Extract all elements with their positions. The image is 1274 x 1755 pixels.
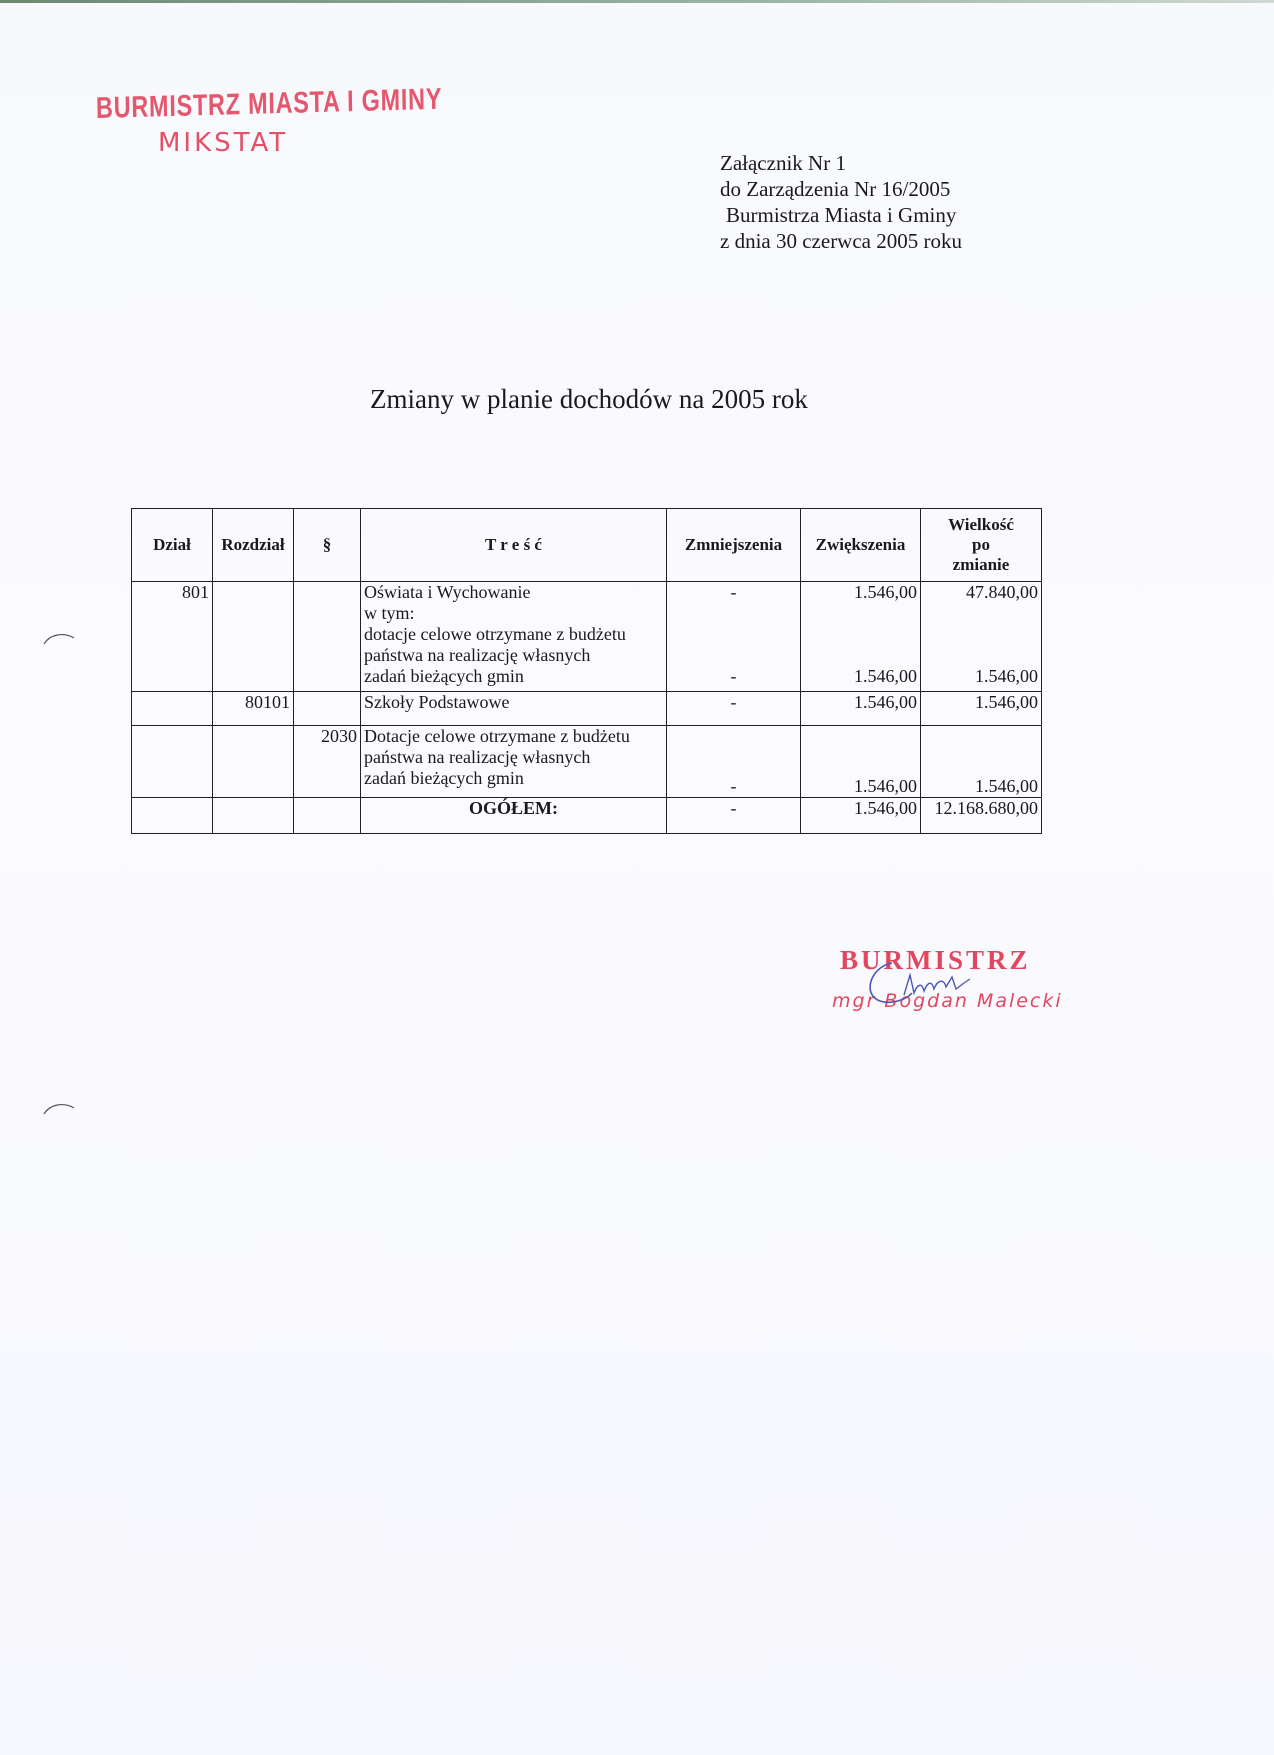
annex-line-2: do Zarządzenia Nr 16/2005	[720, 177, 951, 201]
row1-zmniejszenia	[667, 582, 801, 692]
row3-rozdzial	[213, 726, 294, 798]
header-wielkosc-line-1: Wielkość	[948, 515, 1014, 534]
table-row	[132, 692, 1042, 726]
total-paragraf	[294, 798, 361, 834]
row1-zwi-bottom: 1.546,00	[854, 666, 917, 686]
row3-tresc-line-1: Dotacje celowe otrzymane z budżetu	[364, 726, 630, 746]
table-header-row	[132, 509, 1042, 582]
row1-zwi-top: 1.546,00	[854, 582, 917, 602]
income-changes-table	[131, 508, 1042, 834]
row3-zwiekszenia: 1.546,00	[801, 726, 921, 798]
header-zmniejszenia: Zmniejszenia	[667, 509, 801, 582]
annex-header	[720, 150, 962, 254]
row2-zmniejszenia: -	[667, 692, 801, 726]
punch-hole-mark	[40, 628, 80, 648]
row1-dzial: 801	[132, 582, 213, 692]
signature-title: BURMISTRZ	[840, 945, 1031, 975]
row3-zmniejszenia: -	[667, 726, 801, 798]
table-total-row	[132, 798, 1042, 834]
row1-tresc-line-2: w tym:	[364, 603, 415, 623]
row1-paragraf	[294, 582, 361, 692]
table-row	[132, 582, 1042, 692]
table-row	[132, 726, 1042, 798]
row3-dzial	[132, 726, 213, 798]
row3-wielkosc: 1.546,00	[921, 726, 1042, 798]
annex-line-4: z dnia 30 czerwca 2005 roku	[720, 229, 962, 253]
total-rozdzial	[213, 798, 294, 834]
row1-tresc	[361, 582, 667, 692]
row2-paragraf	[294, 692, 361, 726]
row1-wielkosc	[921, 582, 1042, 692]
row3-tresc-line-2: państwa na realizację własnych	[364, 747, 591, 767]
header-zwiekszenia: Zwiększenia	[801, 509, 921, 582]
row2-rozdzial: 80101	[213, 692, 294, 726]
total-wielkosc: 12.168.680,00	[921, 798, 1042, 834]
row1-zmn-top: -	[730, 582, 737, 602]
signature-name: mgr Bogdan Malecki	[832, 990, 1063, 1012]
annex-line-3: Burmistrza Miasta i Gminy	[726, 203, 957, 227]
row2-zwiekszenia: 1.546,00	[801, 692, 921, 726]
row2-wielkosc: 1.546,00	[921, 692, 1042, 726]
header-tresc: T r e ś ć	[361, 509, 667, 582]
row2-dzial	[132, 692, 213, 726]
row1-rozdzial	[213, 582, 294, 692]
annex-line-1: Załącznik Nr 1	[720, 151, 846, 175]
header-wielkosc	[921, 509, 1042, 582]
office-stamp	[95, 82, 443, 158]
handwritten-signature	[852, 955, 1012, 1015]
punch-hole-mark	[40, 1098, 80, 1118]
row1-tresc-line-3: dotacje celowe otrzymane z budżetu	[364, 624, 626, 644]
header-wielkosc-line-3: zmianie	[952, 555, 1010, 574]
row1-tresc-line-4: państwa na realizację własnych	[364, 645, 591, 665]
row3-paragraf: 2030	[294, 726, 361, 798]
total-label: OGÓŁEM:	[361, 798, 667, 834]
stamp-office-line: BURMISTRZ MIASTA I GMINY	[95, 82, 443, 125]
row3-tresc-line-3: zadań bieżących gmin	[364, 768, 524, 788]
scan-top-edge	[0, 0, 1274, 3]
total-dzial	[132, 798, 213, 834]
row3-tresc	[361, 726, 667, 798]
row1-zwiekszenia	[801, 582, 921, 692]
header-rozdzial: Rozdział	[213, 509, 294, 582]
row2-tresc: Szkoły Podstawowe	[361, 692, 667, 726]
total-zwiekszenia: 1.546,00	[801, 798, 921, 834]
header-dzial: Dział	[132, 509, 213, 582]
document-title: Zmiany w planie dochodów na 2005 rok	[370, 384, 808, 414]
stamp-town-line: MIKSTAT	[158, 128, 289, 158]
row1-wie-top: 47.840,00	[966, 582, 1038, 602]
row1-wie-bottom: 1.546,00	[975, 666, 1038, 686]
row1-zmn-bottom: -	[730, 666, 737, 686]
header-paragraf: §	[294, 509, 361, 582]
header-wielkosc-line-2: po	[972, 535, 990, 554]
total-zmniejszenia: -	[667, 798, 801, 834]
row1-tresc-line-1: Oświata i Wychowanie	[364, 582, 531, 602]
row1-tresc-line-5: zadań bieżących gmin	[364, 666, 524, 686]
